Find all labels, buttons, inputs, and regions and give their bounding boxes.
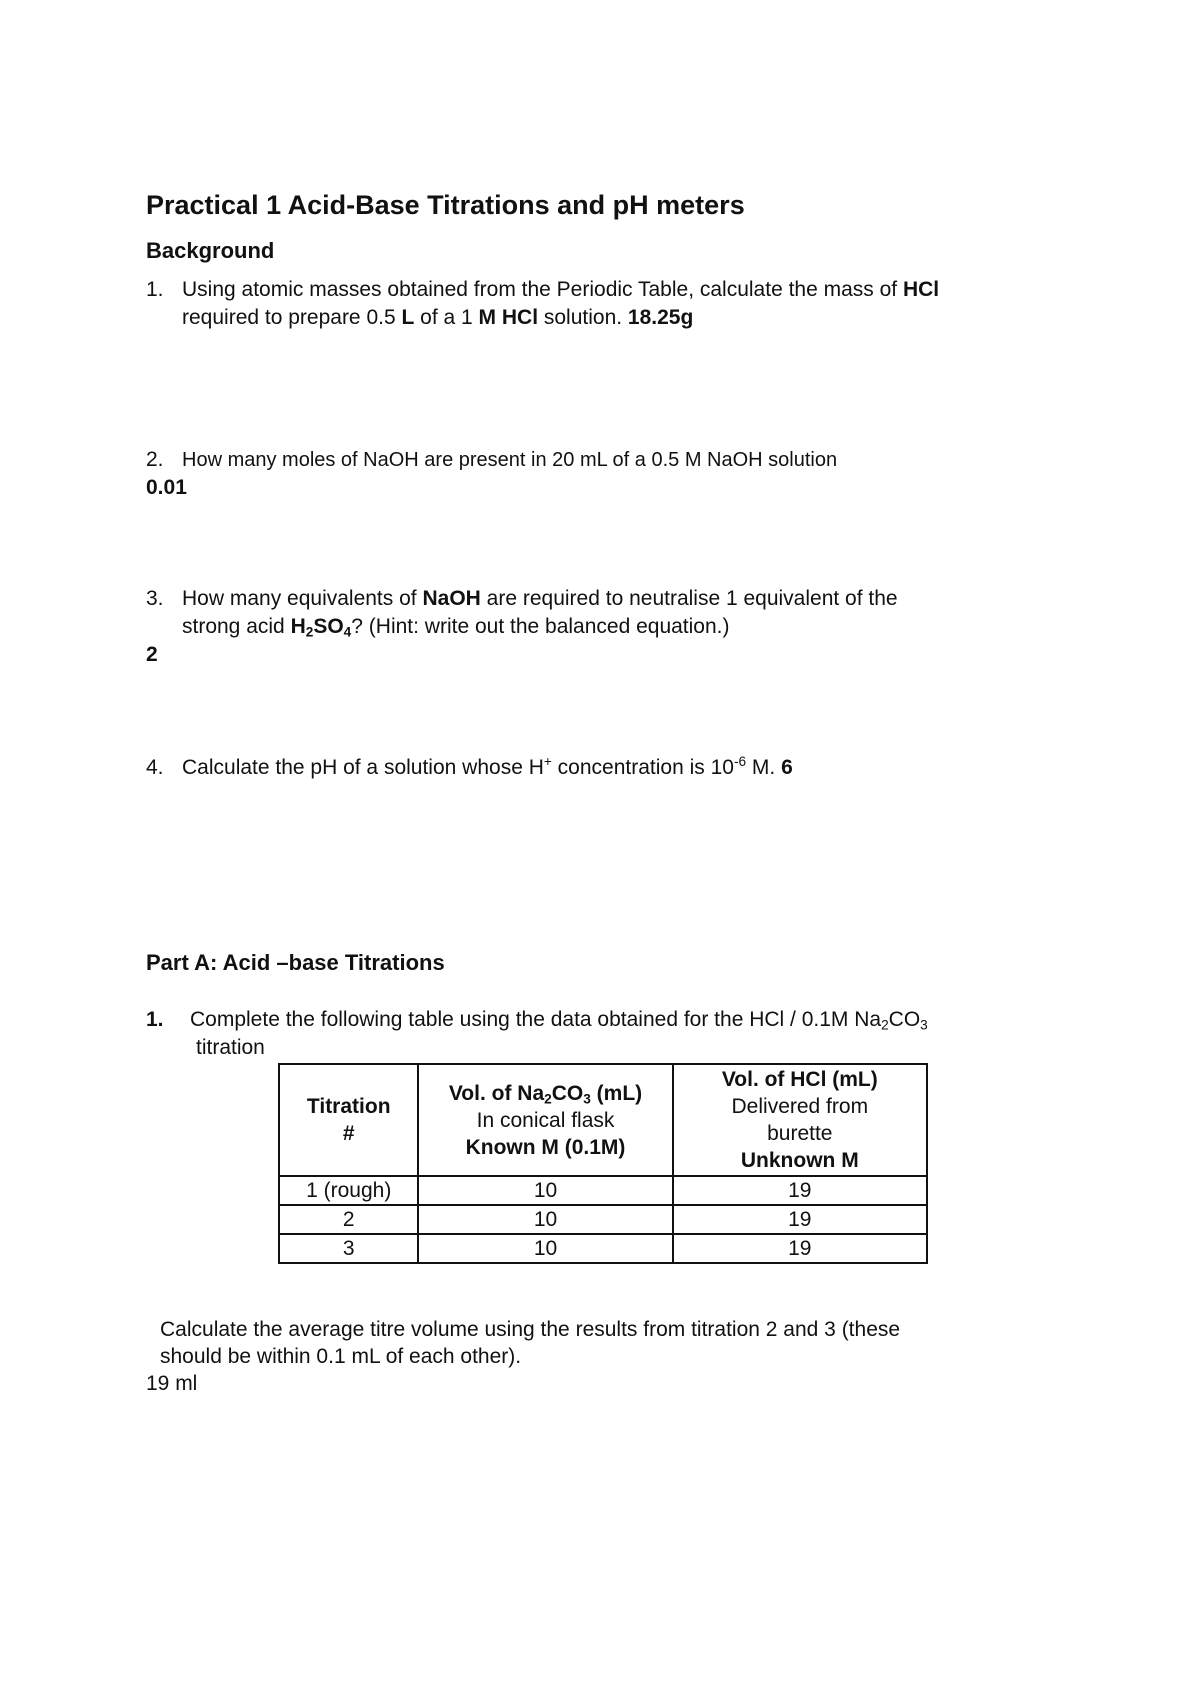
cell-hcl: 19 (673, 1234, 927, 1263)
formula-subscript: 3 (920, 1017, 928, 1033)
answer-1: 18.25g (627, 306, 694, 329)
question-text: solution. (538, 306, 628, 329)
question-text: Using atomic masses obtained from the Periodic Table, calculate the mass of (182, 278, 903, 301)
question-text: concentration is 10 (551, 756, 734, 779)
question-text: How many equivalents of (182, 587, 423, 610)
table-row (279, 1234, 927, 1263)
header-text: (mL) (590, 1081, 643, 1105)
header-text: Titration (306, 1095, 391, 1118)
answer-4: 6 (781, 756, 793, 779)
question-bold: M HCl (478, 306, 539, 329)
part-a-question-1 (146, 1006, 928, 1034)
superscript: -6 (733, 753, 747, 769)
answer-3 (146, 641, 158, 669)
question-2 (146, 446, 837, 474)
question-3-line-2 (182, 613, 730, 641)
cell-hcl: 19 (673, 1205, 927, 1234)
question-text: Complete the following table using the data obtained for the HCl / 0.1M Na (190, 1008, 882, 1031)
formula-part: SO (313, 615, 344, 638)
question-number: 3. (146, 587, 164, 610)
cell-hcl: 19 (673, 1176, 927, 1205)
question-text: Calculate the pH of a solution whose H (182, 756, 544, 779)
question-bold: NaOH (422, 587, 481, 610)
header-text: Known M (0.1M) (465, 1135, 626, 1159)
question-text: of a 1 (414, 306, 479, 329)
question-text: CO (888, 1008, 921, 1031)
cell-titration: 3 (279, 1234, 418, 1263)
question-text: required to prepare 0.5 (182, 306, 402, 329)
formula-subscript: 3 (583, 1090, 591, 1106)
formula-part: H (290, 615, 306, 638)
question-4 (146, 754, 793, 782)
question-text: are required to neutralise 1 equivalent of the (480, 587, 898, 610)
header-text: CO (551, 1081, 584, 1105)
formula-subscript: 2 (544, 1090, 552, 1106)
table-header-row (279, 1064, 927, 1176)
question-text: strong acid (182, 615, 291, 638)
titration-table (278, 1063, 928, 1264)
question-bold: L (401, 306, 415, 329)
question-number: 1. (146, 278, 164, 301)
formula-subscript: 2 (881, 1017, 889, 1033)
question-number: 4. (146, 756, 164, 779)
part-a-heading: Part A: Acid –base Titrations (146, 950, 445, 975)
cell-na2co3: 10 (418, 1234, 672, 1263)
question-text: M. (746, 756, 782, 779)
page-title: Practical 1 Acid-Base Titrations and pH meters (146, 190, 745, 220)
header-text: Vol. of Na (448, 1081, 545, 1105)
header-hcl (673, 1064, 927, 1176)
cell-titration: 2 (279, 1205, 418, 1234)
header-na2co3 (418, 1064, 672, 1176)
table-row (279, 1176, 927, 1205)
header-text: Delivered from (731, 1095, 869, 1118)
part-a-question-1-line-2: titration (196, 1036, 265, 1059)
answer-text: 0.01 (146, 476, 187, 499)
cell-na2co3: 10 (418, 1176, 672, 1205)
table-row (279, 1205, 927, 1234)
answer-2 (146, 474, 187, 502)
question-bold: HCl (902, 278, 940, 301)
header-text: In conical flask (476, 1108, 615, 1132)
header-titration (279, 1064, 418, 1176)
cell-na2co3: 10 (418, 1205, 672, 1234)
formula-subscript: 2 (305, 624, 314, 640)
background-heading: Background (146, 238, 275, 263)
header-text: Unknown M (740, 1149, 859, 1172)
question-3 (146, 585, 898, 613)
average-answer: 19 ml (146, 1372, 198, 1395)
formula-subscript: 4 (343, 624, 352, 640)
cell-titration: 1 (rough) (279, 1176, 418, 1205)
question-text: How many moles of NaOH are present in 20 mL of a 0.5 M NaOH solution (182, 449, 838, 471)
question-number: 1. (146, 1008, 164, 1031)
header-text: # (342, 1122, 355, 1145)
question-1 (146, 276, 939, 304)
question-1-line-2 (182, 304, 693, 332)
header-text: Vol. of HCl (mL) (721, 1068, 878, 1091)
average-question-line-1: Calculate the average titre volume using the results from titration 2 and 3 (these (160, 1318, 901, 1341)
superscript: + (543, 753, 552, 769)
question-text: ? (Hint: write out the balanced equation.) (351, 615, 730, 638)
header-text: burette (767, 1122, 833, 1145)
question-number: 2. (146, 448, 164, 471)
answer-text: 2 (146, 643, 158, 666)
average-question-line-2: should be within 0.1 mL of each other). (160, 1345, 522, 1368)
